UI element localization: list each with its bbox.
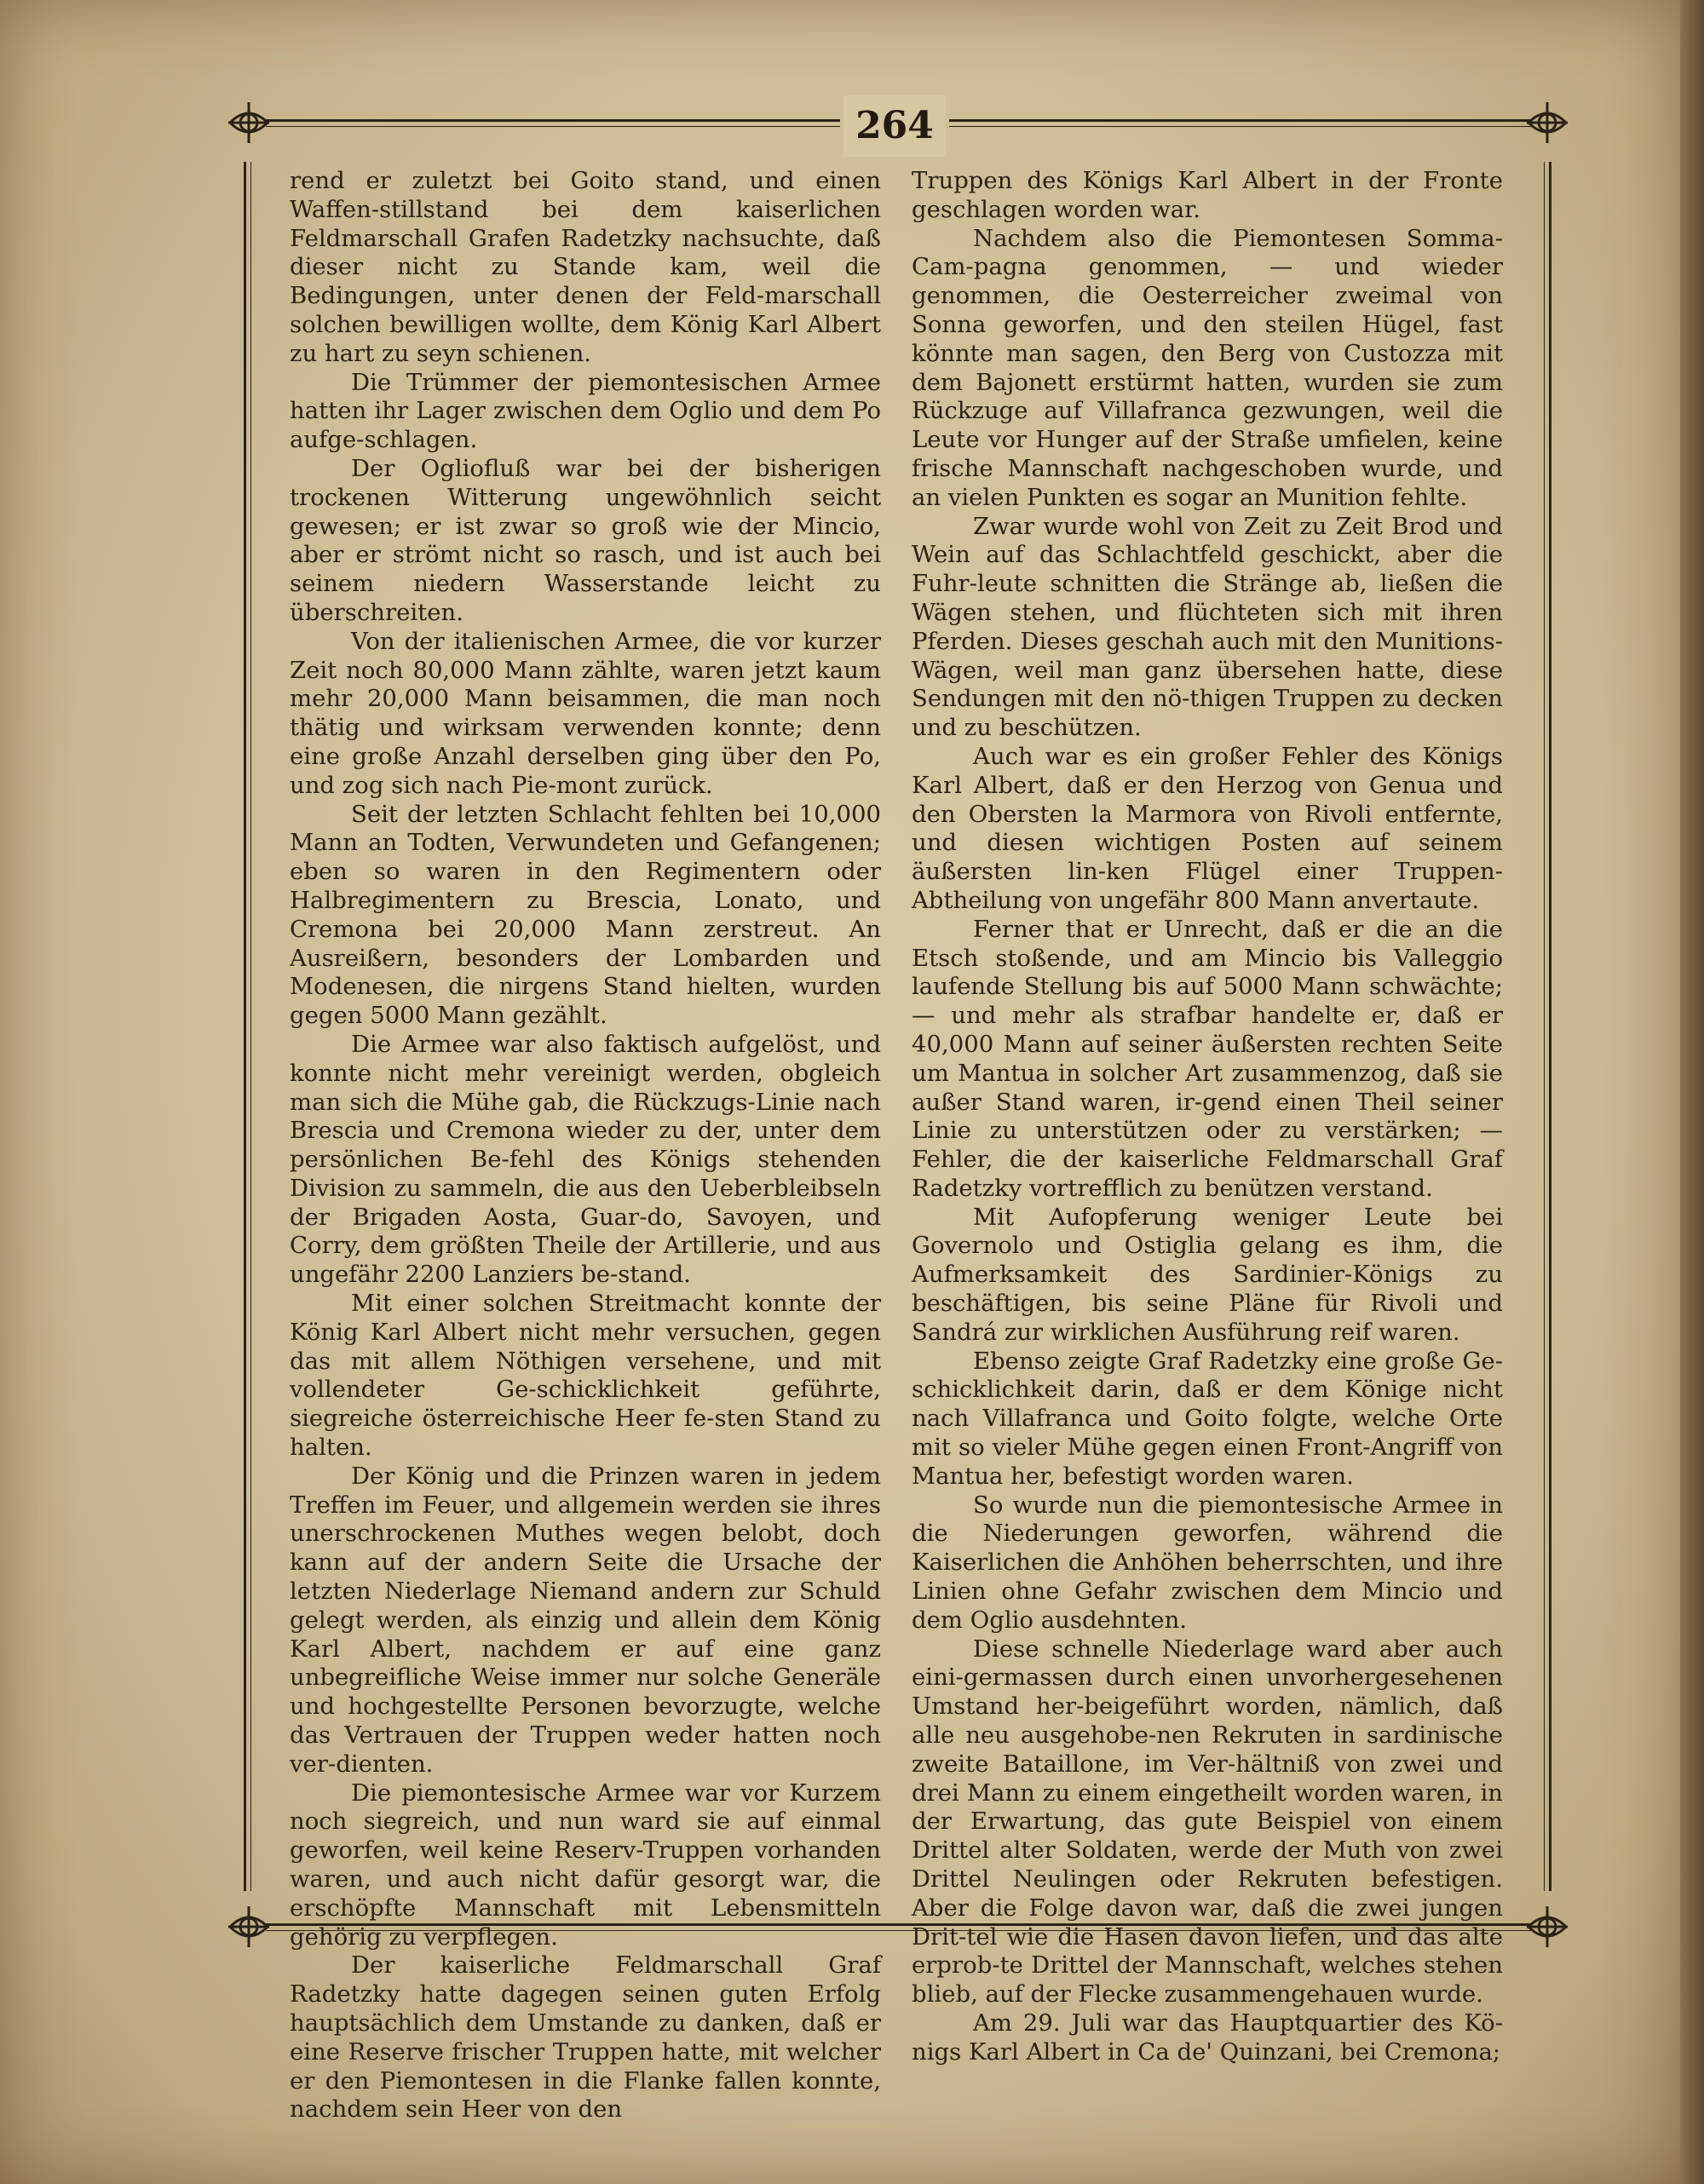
paragraph: Ebenso zeigte Graf Radetzky eine große Ge-schicklichkeit darin, daß er dem Könige nicht nach Villafranca und Goito folgte, welche Orte mit so vieler Mühe gegen einen Front-Angriff von Mantua her, befestigt worden waren.: [912, 1347, 1503, 1490]
paragraph: Die piemontesische Armee war vor Kurzem noch siegreich, und nun ward sie auf einmal geworfen, weil keine Reserv-Truppen vorhanden waren, und auch nicht dafür gesorgt war, die erschöpfte Mannschaft mit Lebensmitteln gehörig zu verpflegen.: [290, 1779, 881, 1951]
paragraph: Von der italienischen Armee, die vor kurzer Zeit noch 80,000 Mann zählte, waren jetzt kaum mehr 20,000 Mann beisammen, die man noch thätig und wirksam verwenden konnte; denn eine große Anzahl derselben ging über den Po, und zog sich nach Pie-mont zurück.: [290, 627, 881, 799]
paragraph: Die Armee war also faktisch aufgelöst, und konnte nicht mehr vereinigt werden, obgleich man sich die Mühe gab, die Rückzugs-Linie nach Brescia und Cremona wieder zu der, unter dem persönlichen Be-fehl des Königs stehenden Division zu sammeln, die aus den Ueberbleibseln der Brigaden Aosta, Guar-do, Savoyen, und Corry, dem größten Theile der Artillerie, und aus ungefähr 2200 Lanziers be-stand.: [290, 1030, 881, 1289]
left-column: [290, 167, 881, 2124]
right-column: [912, 167, 1503, 2067]
paragraph: rend er zuletzt bei Goito stand, und einen Waffen-stillstand bei dem kaiserlichen Feldmarschall Grafen Radetzky nachsuchte, daß dieser nicht zu Stande kam, weil die Bedingungen, unter denen der Feld-marschall solchen bewilligen wollte, dem König Karl Albert zu hart zu seyn schienen.: [290, 167, 881, 367]
paragraph: Zwar wurde wohl von Zeit zu Zeit Brod und Wein auf das Schlachtfeld geschickt, aber die Fuhr-leute schnitten die Stränge ab, ließen die Wägen stehen, und flüchteten sich mit ihren Pferden. Dieses geschah auch mit den Munitions-Wägen, weil man ganz übersehen hatte, diese Sendungen mit den nö-thigen Truppen zu decken und zu beschützen.: [912, 512, 1503, 742]
right-rule-thin: [1544, 162, 1545, 1891]
paragraph: Die Trümmer der piemontesischen Armee hatten ihr Lager zwischen dem Oglio und dem Po aufge-schlagen.: [290, 368, 881, 454]
top-rule-right-thin: [949, 126, 1532, 127]
paragraph: Auch war es ein großer Fehler des Königs Karl Albert, daß er den Herzog von Genua und den Obersten la Marmora von Rivoli entfernte, und diesen wichtigen Posten auf seinem äußersten lin-ken Flügel einer Truppen-Abtheilung von ungefähr 800 Mann anvertaute.: [912, 742, 1503, 914]
paragraph: Der kaiserliche Feldmarschall Graf Radetzky hatte dagegen seinen guten Erfolg hauptsächlich dem Umstande zu danken, daß er eine Reserve frischer Truppen hatte, mit welcher er den Piemontesen in die Flanke fallen konnte, nachdem sein Heer von den: [290, 1951, 881, 2124]
left-rule: [244, 162, 246, 1891]
left-rule-thin: [250, 162, 251, 1891]
paragraph: Seit der letzten Schlacht fehlten bei 10,000 Mann an Todten, Verwundeten und Gefangenen; eben so waren in den Regimentern oder Halbregimentern zu Brescia, Lonato, und Cremona bei 20,000 Mann zerstreut. An Ausreißern, besonders der Lombarden und Modenesen, die nirgens Stand hielten, wurden gegen 5000 Mann gezählt.: [290, 800, 881, 1030]
paragraph: Der Ogliofluß war bei der bisherigen trockenen Witterung ungewöhnlich seicht gewesen; er ist zwar so groß wie der Mincio, aber er strömt nicht so rasch, und ist auch bei seinem niedern Wasserstande leicht zu überschreiten.: [290, 454, 881, 626]
top-rule-left: [266, 119, 840, 122]
paragraph: Ferner that er Unrecht, daß er die an die Etsch stoßende, und am Mincio bis Valleggio laufende Stellung bis auf 5000 Mann schwächte; — und mehr als strafbar handelte er, daß er 40,000 Mann auf seiner äußersten rechten Seite um Mantua in solcher Art zusammenzog, daß sie außer Stand waren, ir-gend einen Theil seiner Linie zu unterstützen oder zu verstärken; — Fehler, die der kaiserliche Feldmarschall Graf Radetzky vortrefflich zu benützen verstand.: [912, 915, 1503, 1202]
paragraph: Am 29. Juli war das Hauptquartier des Kö-nigs Karl Albert in Ca de' Quinzani, bei Cremona;: [912, 2009, 1503, 2066]
right-rule: [1549, 162, 1551, 1891]
paragraph: So wurde nun die piemontesische Armee in die Niederungen geworfen, während die Kaiserlichen die Anhöhen beherrschten, und ihre Linien ohne Gefahr zwischen dem Mincio und dem Oglio ausdehnten.: [912, 1491, 1503, 1634]
paragraph: Nachdem also die Piemontesen Somma-Cam-pagna genommen, — und wieder genommen, die Oesterreicher zweimal von Sonna geworfen, und den steilen Hügel, fast könnte man sagen, den Berg von Custozza mit dem Bajonett erstürmt hatten, wurden sie zum Rückzuge auf Villafranca gezwungen, weil die Leute vor Hunger auf der Straße umfielen, keine frische Mannschaft nachgeschoben wurde, und an vielen Punkten es sogar an Munition fehlte.: [912, 224, 1503, 511]
corner-ornament-icon: [1523, 99, 1571, 147]
page-number: 264: [843, 95, 946, 157]
paragraph: Mit einer solchen Streitmacht konnte der König Karl Albert nicht mehr versuchen, gegen das mit allem Nöthigen versehene, und mit vollendeter Ge-schicklichkeit geführte, siegreiche österreichische Heer fe-sten Stand zu halten.: [290, 1290, 881, 1462]
corner-ornament-icon: [1523, 1903, 1571, 1951]
book-spine-edge: [1680, 0, 1704, 2184]
paragraph: Truppen des Königs Karl Albert in der Fronte geschlagen worden war.: [912, 167, 1503, 223]
paragraph: Der König und die Prinzen waren in jedem Treffen im Feuer, und allgemein werden sie ihres unerschrockenen Muthes wegen belobt, doch kann auf der andern Seite die Ursache der letzten Niederlage Niemand andern zur Schuld gelegt werden, als einzig und allein dem König Karl Albert, nachdem er auf eine ganz unbegreifliche Weise immer nur solche Generäle und hochgestellte Personen bevorzugte, welche das Vertrauen der Truppen weder hatten noch ver-dienten.: [290, 1462, 881, 1778]
corner-ornament-icon: [225, 99, 273, 147]
paragraph: Diese schnelle Niederlage ward aber auch eini-germassen durch einen unvorhergesehenen Umstand her-beigeführt worden, nämlich, daß alle neu ausgehobe-nen Rekruten in sardinische zweite Bataillone, im Ver-hältniß von zwei und drei Mann zu einem eingetheilt worden waren, in der Erwartung, das gute Beispiel von einem Drittel alter Soldaten, werde der Muth von zwei Drittel Neulingen oder Rekruten befestigen. Aber die Folge davon war, daß die zwei jungen Drit-tel wie die Hasen davon liefen, und das alte erprob-te Drittel der Mannschaft, welches stehen blieb, auf der Flecke zusammengehauen wurde.: [912, 1635, 1503, 2009]
top-rule-right: [949, 119, 1532, 122]
top-rule-left-thin: [266, 126, 840, 127]
corner-ornament-icon: [225, 1903, 273, 1951]
paragraph: Mit Aufopferung weniger Leute bei Governolo und Ostiglia gelang es ihm, die Aufmerksamkeit des Sardinier-Königs zu beschäftigen, bis seine Pläne für Rivoli und Sandrá zur wirklichen Ausführung reif waren.: [912, 1203, 1503, 1346]
